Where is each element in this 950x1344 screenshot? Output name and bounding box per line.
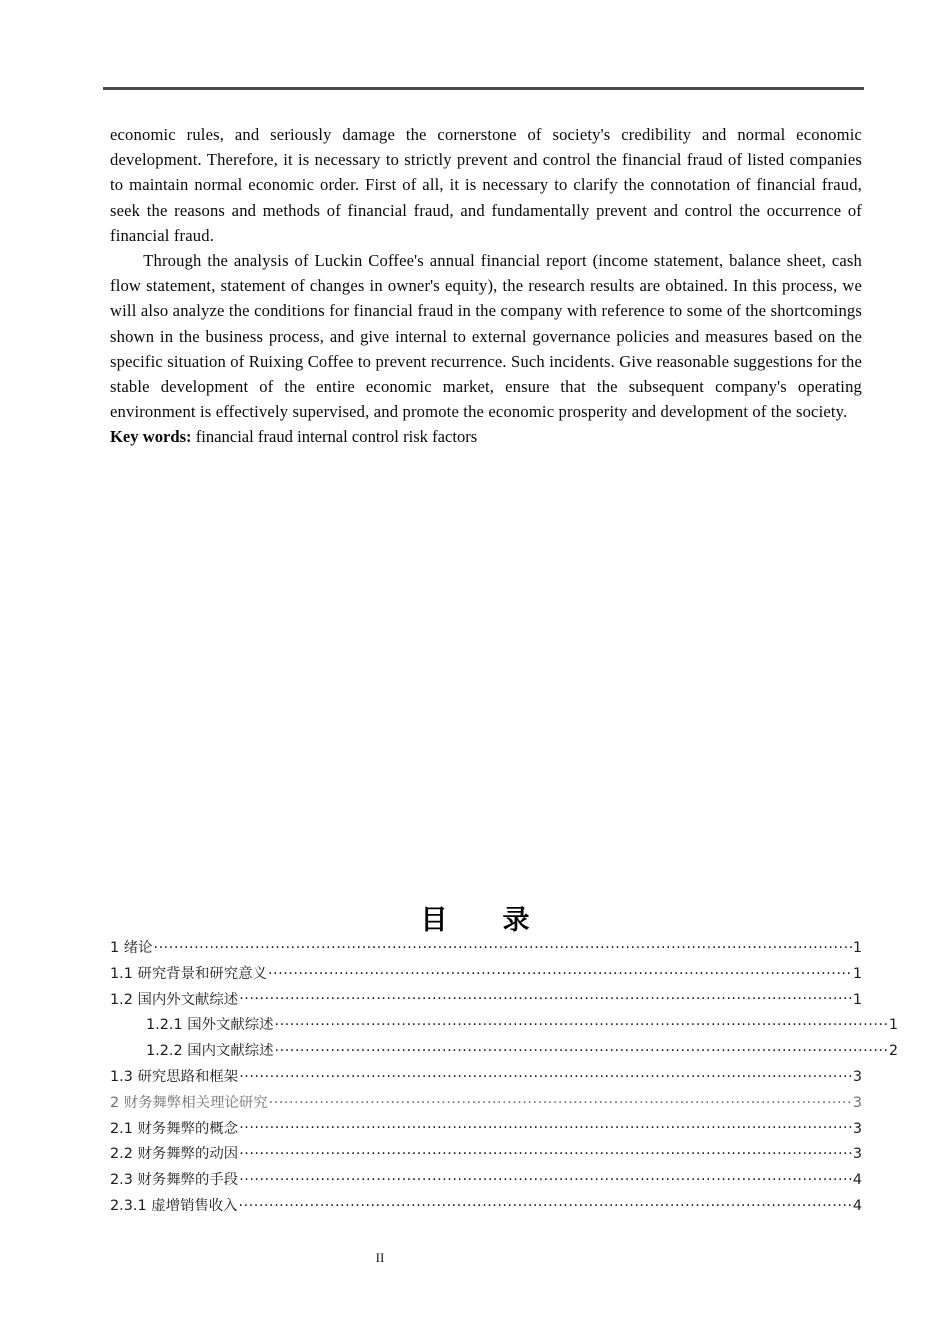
- toc-entry-page-number: 2: [888, 1043, 898, 1060]
- toc-entry-page-number: 1: [888, 1017, 898, 1034]
- toc-entry-page-number: 4: [852, 1197, 862, 1214]
- toc-entry-page-number: 1: [852, 940, 862, 956]
- toc-dot-leader: [269, 1092, 852, 1106]
- toc-entry-page-number: 3: [852, 1068, 862, 1085]
- toc-entry-label: 1 绪论: [110, 940, 153, 956]
- abstract-body: [110, 122, 862, 450]
- toc-entry-label: 1.2 国内外文献综述: [110, 991, 239, 1008]
- toc-entry-page-number: 3: [852, 1146, 862, 1163]
- toc-entry-label: 2.2 财务舞弊的动因: [110, 1146, 239, 1163]
- abstract-paragraph-1: economic rules, and seriously damage the cornerstone of society's credibility and normal economic development. Therefore, it is necessary to strictly prevent and control the financial fraud of listed companies to maintain normal economic order. First of all, it is necessary to clarify the connotation of financial fraud, seek the reasons and methods of financial fraud, and fundamentally prevent and control the occurrence of financial fraud.: [110, 125, 862, 245]
- toc-dot-leader: [239, 1144, 852, 1158]
- toc-entry-page-number: 3: [852, 1094, 862, 1111]
- toc-dot-leader: [239, 1118, 852, 1132]
- toc-dot-leader: [239, 989, 852, 1003]
- toc-entry[interactable]: [110, 1117, 862, 1143]
- toc-entry-label: 1.1 研究背景和研究意义: [110, 965, 267, 982]
- toc-entry[interactable]: [110, 1065, 862, 1091]
- toc-entry-label: 1.3 研究思路和框架: [110, 1068, 239, 1085]
- keywords-value: financial fraud internal control risk factors: [195, 427, 478, 447]
- toc-entry-label: 2.3.1 虚增销售收入: [110, 1197, 238, 1214]
- toc-dot-leader: [268, 963, 852, 977]
- toc-heading: 目 录: [420, 905, 544, 936]
- header-divider: [103, 87, 864, 90]
- keywords-label: Key words:: [110, 427, 192, 447]
- toc-entry[interactable]: [110, 1091, 862, 1117]
- toc-dot-leader: [275, 1041, 888, 1055]
- abstract-paragraph-2: Through the analysis of Luckin Coffee's annual financial report (income statement, balance sheet, cash flow statement, statement of changes in owner's equity), the research results are obtained. In this process, we will also analyze the conditions for financial fraud in the company with reference to some of the shortcomings shown in the business process, and give internal to external governance policies and measures based on the specific situation of Ruixing Coffee to prevent recurrence. Such incidents. Give reasonable suggestions for the stable development of the entire economic market, ensure that the subsequent company's operating environment is effectively supervised, and promote the economic prosperity and development of the society.: [110, 251, 862, 422]
- keywords-line: [110, 424, 862, 449]
- toc-entry[interactable]: [110, 1039, 898, 1065]
- toc-entry-page-number: 4: [852, 1172, 862, 1189]
- toc-entry[interactable]: [110, 988, 862, 1014]
- table-of-contents: [110, 936, 898, 1220]
- toc-entry[interactable]: [110, 1168, 862, 1194]
- toc-dot-leader: [239, 1067, 852, 1081]
- toc-entry[interactable]: [110, 1142, 862, 1168]
- toc-entry-label: 2.3 财务舞弊的手段: [110, 1172, 239, 1189]
- toc-dot-leader: [275, 1015, 888, 1029]
- toc-entry-page-number: 1: [852, 991, 862, 1008]
- toc-entry-label: 1.2.2 国内文献综述: [146, 1043, 274, 1060]
- toc-entry[interactable]: [110, 1013, 898, 1039]
- toc-dot-leader: [154, 938, 852, 952]
- toc-entry-page-number: 3: [852, 1120, 862, 1137]
- toc-dot-leader: [239, 1196, 852, 1210]
- toc-entry-label: 1.2.1 国外文献综述: [146, 1017, 274, 1034]
- toc-entry-label: 2.1 财务舞弊的概念: [110, 1120, 239, 1137]
- toc-dot-leader: [239, 1170, 852, 1184]
- page-footer: II: [375, 1250, 385, 1265]
- toc-entry[interactable]: [110, 962, 862, 988]
- toc-entry-page-number: 1: [852, 965, 862, 982]
- toc-entry[interactable]: [110, 936, 862, 962]
- toc-entry-label: 2 财务舞弊相关理论研究: [110, 1094, 268, 1111]
- toc-entry[interactable]: [110, 1194, 862, 1220]
